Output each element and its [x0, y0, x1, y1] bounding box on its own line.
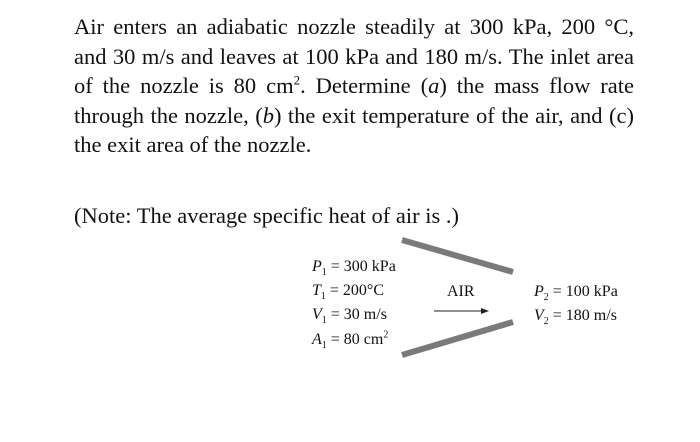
- area-exponent: 2: [293, 72, 301, 88]
- outlet-pressure: $P_2 = 100$ kPa: [534, 283, 618, 304]
- nozzle-diagram: [300, 232, 660, 362]
- note-text: (Note: The average specific heat of air is .): [74, 203, 460, 228]
- outlet-conditions: [534, 283, 618, 331]
- air-flow-label: AIR: [447, 283, 475, 300]
- problem-text-part1: Air enters an adiabatic nozzle steadily at 300 kPa, 200 °C, and 30 m/s and leaves at 100 kPa and 180 m/s. The inlet area of the nozzle is 80 cm: [74, 14, 634, 98]
- part-b-letter: b: [262, 102, 274, 128]
- inlet-temperature: $T_1 = 200^\circ C$: [312, 282, 384, 303]
- problem-text-part2: . Determine (: [300, 73, 429, 98]
- inlet-conditions: [312, 258, 396, 355]
- inlet-velocity: $V_1 = 30$ m/s: [312, 306, 387, 327]
- outlet-velocity: $V_2 = 180$ m/s: [534, 307, 617, 328]
- part-a-letter: a: [428, 73, 440, 98]
- inlet-area: $A_1 = 80$ $cm^2$: [312, 329, 389, 351]
- flow-arrow-head: [481, 308, 489, 314]
- problem-text-part3: ) the mass flow rate through the nozzle, (: [74, 73, 635, 128]
- nozzle-upper-wall: [402, 240, 513, 272]
- problem-statement: [74, 12, 634, 160]
- inlet-pressure: $P_1 = 300$ kPa: [312, 258, 396, 279]
- problem-text-part4: ) the exit temperature of the air, and (c) the exit area of the nozzle.: [74, 102, 634, 157]
- nozzle-lower-wall: [402, 322, 513, 355]
